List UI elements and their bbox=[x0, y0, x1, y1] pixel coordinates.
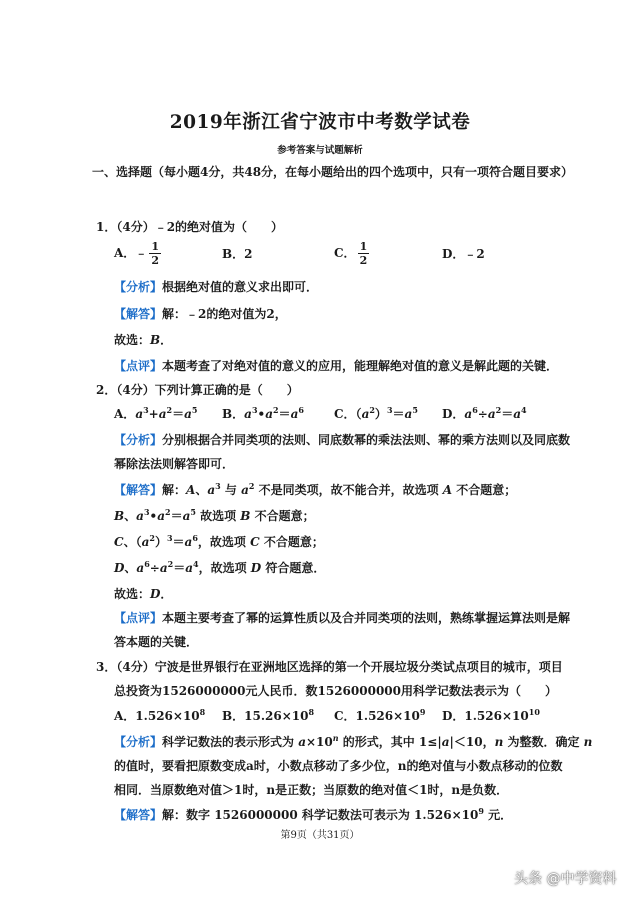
q3-option-b: B．$15.26\times 10^8$ bbox=[222, 707, 315, 723]
q2-choice: 故选：D． bbox=[114, 587, 173, 601]
q1-solution: 【解答】解：﹣2的绝对值为2， bbox=[114, 307, 287, 321]
q2-solution-c: C、$(a^2)^3=a^6$，故选项 C 不合题意； bbox=[114, 533, 324, 549]
q2-comment-line2: 答本题的关键． bbox=[114, 635, 199, 649]
q3-analysis-line2: 的值时，要看把原数变成a时，小数点移动了多少位，n的绝对值与小数点移动的位数 bbox=[114, 759, 563, 773]
section-heading: 一、选择题（每小题4分，共48分，在每小题给出的四个选项中，只有一项符合题目要求） bbox=[92, 165, 574, 179]
q3-option-a: A．$1.526\times 10^8$ bbox=[114, 707, 206, 723]
page-subtitle: 参考答案与试题解析 bbox=[277, 145, 363, 156]
q2-solution-d: D、$a^6\div a^2=a^4$，故选项 D 符合题意． bbox=[114, 559, 326, 575]
q2-option-a: A．$a^3+a^2=a^5$ bbox=[114, 405, 198, 421]
q1-analysis: 【分析】根据绝对值的意义求出即可． bbox=[114, 280, 319, 294]
q1-comment: 【点评】本题考查了对绝对值的意义的应用，能理解绝对值的意义是解此题的关键． bbox=[114, 359, 559, 373]
q2-option-c: C．$(a^2)^3=a^5$ bbox=[334, 405, 418, 421]
page-title: 2019年浙江省宁波市中考数学试卷 bbox=[169, 112, 471, 133]
q1-option-c: C． $\frac{1}{2}$ bbox=[334, 240, 368, 267]
q2-comment-line1: 【点评】本题主要考查了幂的运算性质以及合并同类项的法则，熟练掌握运算法则是解 bbox=[114, 611, 571, 625]
q3-analysis-line1: 【分析】科学记数法的表示形式为 $a\times 10^n$ 的形式，其中 1≤|a|＜10，n 为整数．确定 n bbox=[114, 733, 593, 749]
q2-option-d: D．$a^6\div a^2=a^4$ bbox=[442, 405, 527, 421]
q3-option-c: C．$1.526\times 10^9$ bbox=[334, 707, 426, 723]
q2-solution-b: B、$a^3•a^2=a^5$ 故选项 B 不合题意； bbox=[114, 507, 315, 523]
page-footer: 第9页（共31页） bbox=[280, 830, 360, 841]
q3-stem-line2: 总投资为1526000000元人民币．数1526000000用科学记数法表示为（ ） bbox=[114, 684, 557, 698]
q2-solution-a: 【解答】解：A、$a^3$ 与 $a^2$ 不是同类项，故不能合并，故选项 A 不合题意； bbox=[114, 481, 517, 497]
watermark: 头条 @中学资料 bbox=[514, 871, 617, 887]
q1-option-b: B．2 bbox=[222, 247, 253, 261]
q2-option-b: B．$a^3•a^2=a^6$ bbox=[222, 405, 304, 421]
q1-choice: 故选：B． bbox=[114, 333, 173, 347]
q3-option-d: D．$1.526\times 10^{10}$ bbox=[442, 707, 540, 723]
q3-solution: 【解答】解：数字 1526000000 科学记数法可表示为 $1.526\times 10^9$ 元． bbox=[114, 806, 513, 822]
q2-analysis-line1: 【分析】分别根据合并同类项的法则、同底数幂的乘法法则、幂的乘方法则以及同底数 bbox=[114, 433, 571, 447]
q3-stem-line1: 3．（4分）宁波是世界银行在亚洲地区选择的第一个开展垃圾分类试点项目的城市，项目 bbox=[96, 660, 563, 674]
q1-stem: 1．（4分）﹣2的绝对值为（ ） bbox=[96, 220, 284, 234]
q1-option-a: A．﹣ $\frac{1}{2}$ bbox=[114, 240, 159, 267]
q2-analysis-line2: 幂除法法则解答即可． bbox=[114, 457, 235, 471]
q3-analysis-line3: 相同．当原数绝对值＞1时，n是正数；当原数的绝对值＜1时，n是负数． bbox=[114, 783, 509, 797]
q2-stem: 2．（4分）下列计算正确的是（ ） bbox=[96, 383, 299, 397]
q1-option-d: D．﹣2 bbox=[442, 247, 485, 261]
